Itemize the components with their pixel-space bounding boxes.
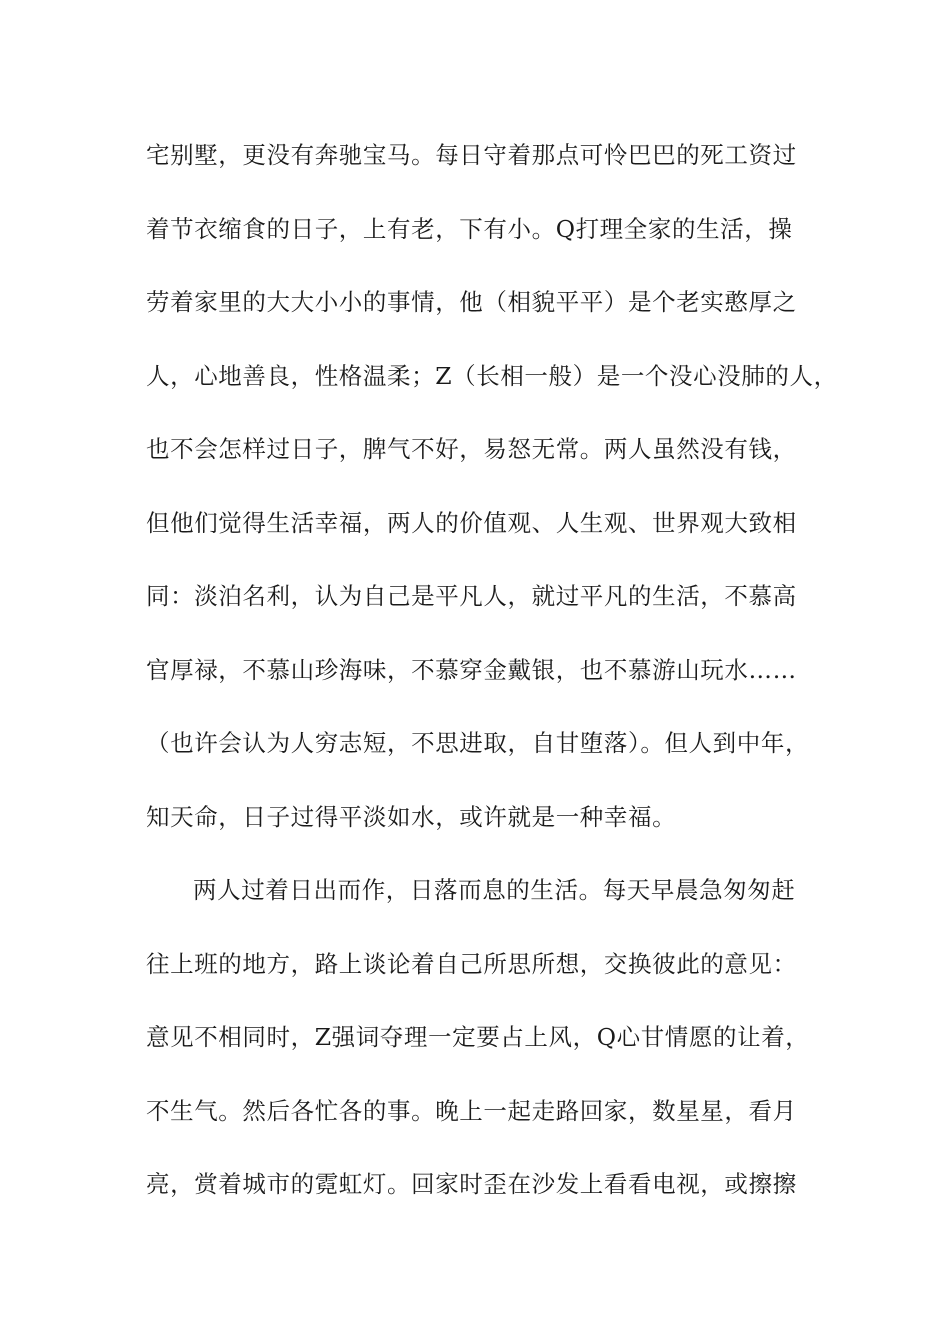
text-line: 也不会怎样过日子，脾气不好，易怒无常。两人虽然没有钱， — [146, 435, 797, 463]
text-line: 人，心地善良，性格温柔；Z（长相一般）是一个没心没肺的人， — [146, 361, 838, 390]
text-line: （也许会认为人穷志短，不思进取，自甘堕落）。但人到中年， — [146, 729, 810, 757]
text-line: 不生气。然后各忙各的事。晚上一起走路回家，数星星，看月 — [146, 1096, 797, 1125]
text-line: 宅别墅，更没有奔驰宝马。每日守着那点可怜巴巴的死工资过 — [146, 141, 797, 169]
text-line: 官厚禄，不慕山珍海味，不慕穿金戴银，也不慕游山玩水…… — [146, 655, 797, 684]
text-line: 劳着家里的大大小小的事情，他（相貌平平）是个老实憨厚之 — [146, 288, 797, 316]
text-line: 亮，赏着城市的霓虹灯。回家时歪在沙发上看看电视，或擦擦 — [146, 1170, 797, 1198]
paragraph-start-line: 两人过着日出而作，日落而息的生活。每天早晨急匆匆赶 — [193, 876, 796, 904]
text-line: 知天命，日子过得平淡如水，或许就是一种幸福。 — [146, 802, 677, 831]
text-line: 同：淡泊名利，认为自己是平凡人，就过平凡的生活，不慕高 — [146, 582, 797, 610]
text-line: 意见不相同时，Z强词夺理一定要占上风，Q心甘情愿的让着， — [146, 1023, 810, 1051]
text-line: 着节衣缩食的日子，上有老，下有小。Q打理全家的生活，操 — [146, 214, 793, 243]
body-text — [146, 130, 838, 1233]
text-line: 但他们觉得生活幸福，两人的价值观、人生观、世界观大致相 — [146, 508, 797, 537]
text-line: 往上班的地方，路上谈论着自己所思所想，交换彼此的意见： — [146, 949, 797, 978]
